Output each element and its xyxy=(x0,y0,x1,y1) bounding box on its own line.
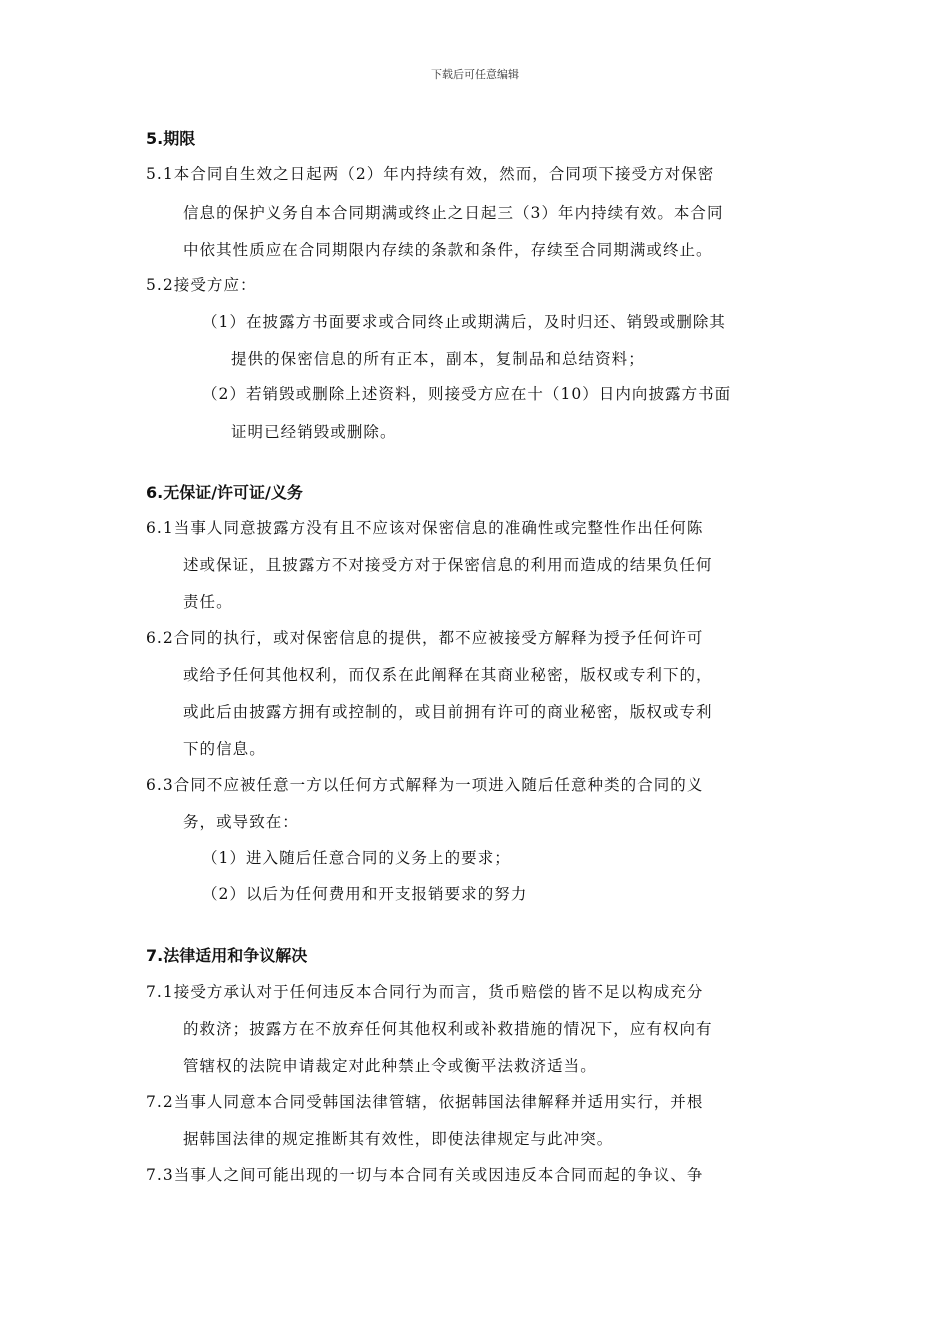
page-header-note: 下载后可任意编辑 xyxy=(431,68,519,81)
clause-5-1-line: 5.1本合同自生效之日起两（2）年内持续有效，然而，合同项下接受方对保密 xyxy=(146,165,715,183)
clause-5-2-intro: 5.2接受方应： xyxy=(146,276,257,294)
clause-6-2-line: 6.2合同的执行，或对保密信息的提供，都不应被接受方解释为授予任何许可 xyxy=(146,629,704,647)
clause-6-1-line: 责任。 xyxy=(183,593,233,611)
clause-5-2-item-1-line: 提供的保密信息的所有正本，副本，复制品和总结资料； xyxy=(231,350,645,368)
clause-7-1-line: 的救济；披露方在不放弃任何其他权利或补救措施的情况下，应有权向有 xyxy=(183,1020,713,1038)
clause-6-3-line: 务，或导致在： xyxy=(183,813,299,831)
clause-7-2-line: 7.2当事人同意本合同受韩国法律管辖，依据韩国法律解释并适用实行，并根 xyxy=(146,1093,704,1111)
clause-6-3-item: （2）以后为任何费用和开支报销要求的努力 xyxy=(202,885,528,903)
clause-6-1-line: 6.1当事人同意披露方没有且不应该对保密信息的准确性或完整性作出任何陈 xyxy=(146,519,704,537)
clause-7-3-line: 7.3当事人之间可能出现的一切与本合同有关或因违反本合同而起的争议、争 xyxy=(146,1166,704,1184)
clause-6-3-line: 6.3合同不应被任意一方以任何方式解释为一项进入随后任意种类的合同的义 xyxy=(146,776,704,794)
clause-5-2-item-2-line: （2）若销毁或删除上述资料，则接受方应在十（10）日内向披露方书面 xyxy=(202,385,732,403)
clause-5-2-item-1-line: （1）在披露方书面要求或合同终止或期满后，及时归还、销毁或删除其 xyxy=(202,313,726,331)
section-6-title: 6.无保证/许可证/义务 xyxy=(146,483,303,502)
clause-7-1-line: 管辖权的法院申请裁定对此种禁止令或衡平法救济适当。 xyxy=(183,1057,597,1075)
clause-7-2-line: 据韩国法律的规定推断其有效性，即使法律规定与此冲突。 xyxy=(183,1130,614,1148)
clause-6-1-line: 述或保证，且披露方不对接受方对于保密信息的利用而造成的结果负任何 xyxy=(183,556,713,574)
clause-5-2-item-2-line: 证明已经销毁或删除。 xyxy=(231,423,397,441)
clause-5-1-line: 中依其性质应在合同期限内存续的条款和条件，存续至合同期满或终止。 xyxy=(183,241,713,259)
section-7-title: 7.法律适用和争议解决 xyxy=(146,946,308,965)
clause-7-1-line: 7.1接受方承认对于任何违反本合同行为而言，货币赔偿的皆不足以构成充分 xyxy=(146,983,704,1001)
section-5-title: 5.期限 xyxy=(146,129,196,148)
clause-5-1-line: 信息的保护义务自本合同期满或终止之日起三（3）年内持续有效。本合同 xyxy=(183,204,724,222)
clause-6-3-item: （1）进入随后任意合同的义务上的要求； xyxy=(202,849,511,867)
clause-6-2-line: 或此后由披露方拥有或控制的，或目前拥有许可的商业秘密，版权或专利 xyxy=(183,703,713,721)
clause-6-2-line: 下的信息。 xyxy=(183,740,266,758)
clause-6-2-line: 或给予任何其他权利，而仅系在此阐释在其商业秘密，版权或专利下的， xyxy=(183,666,713,684)
